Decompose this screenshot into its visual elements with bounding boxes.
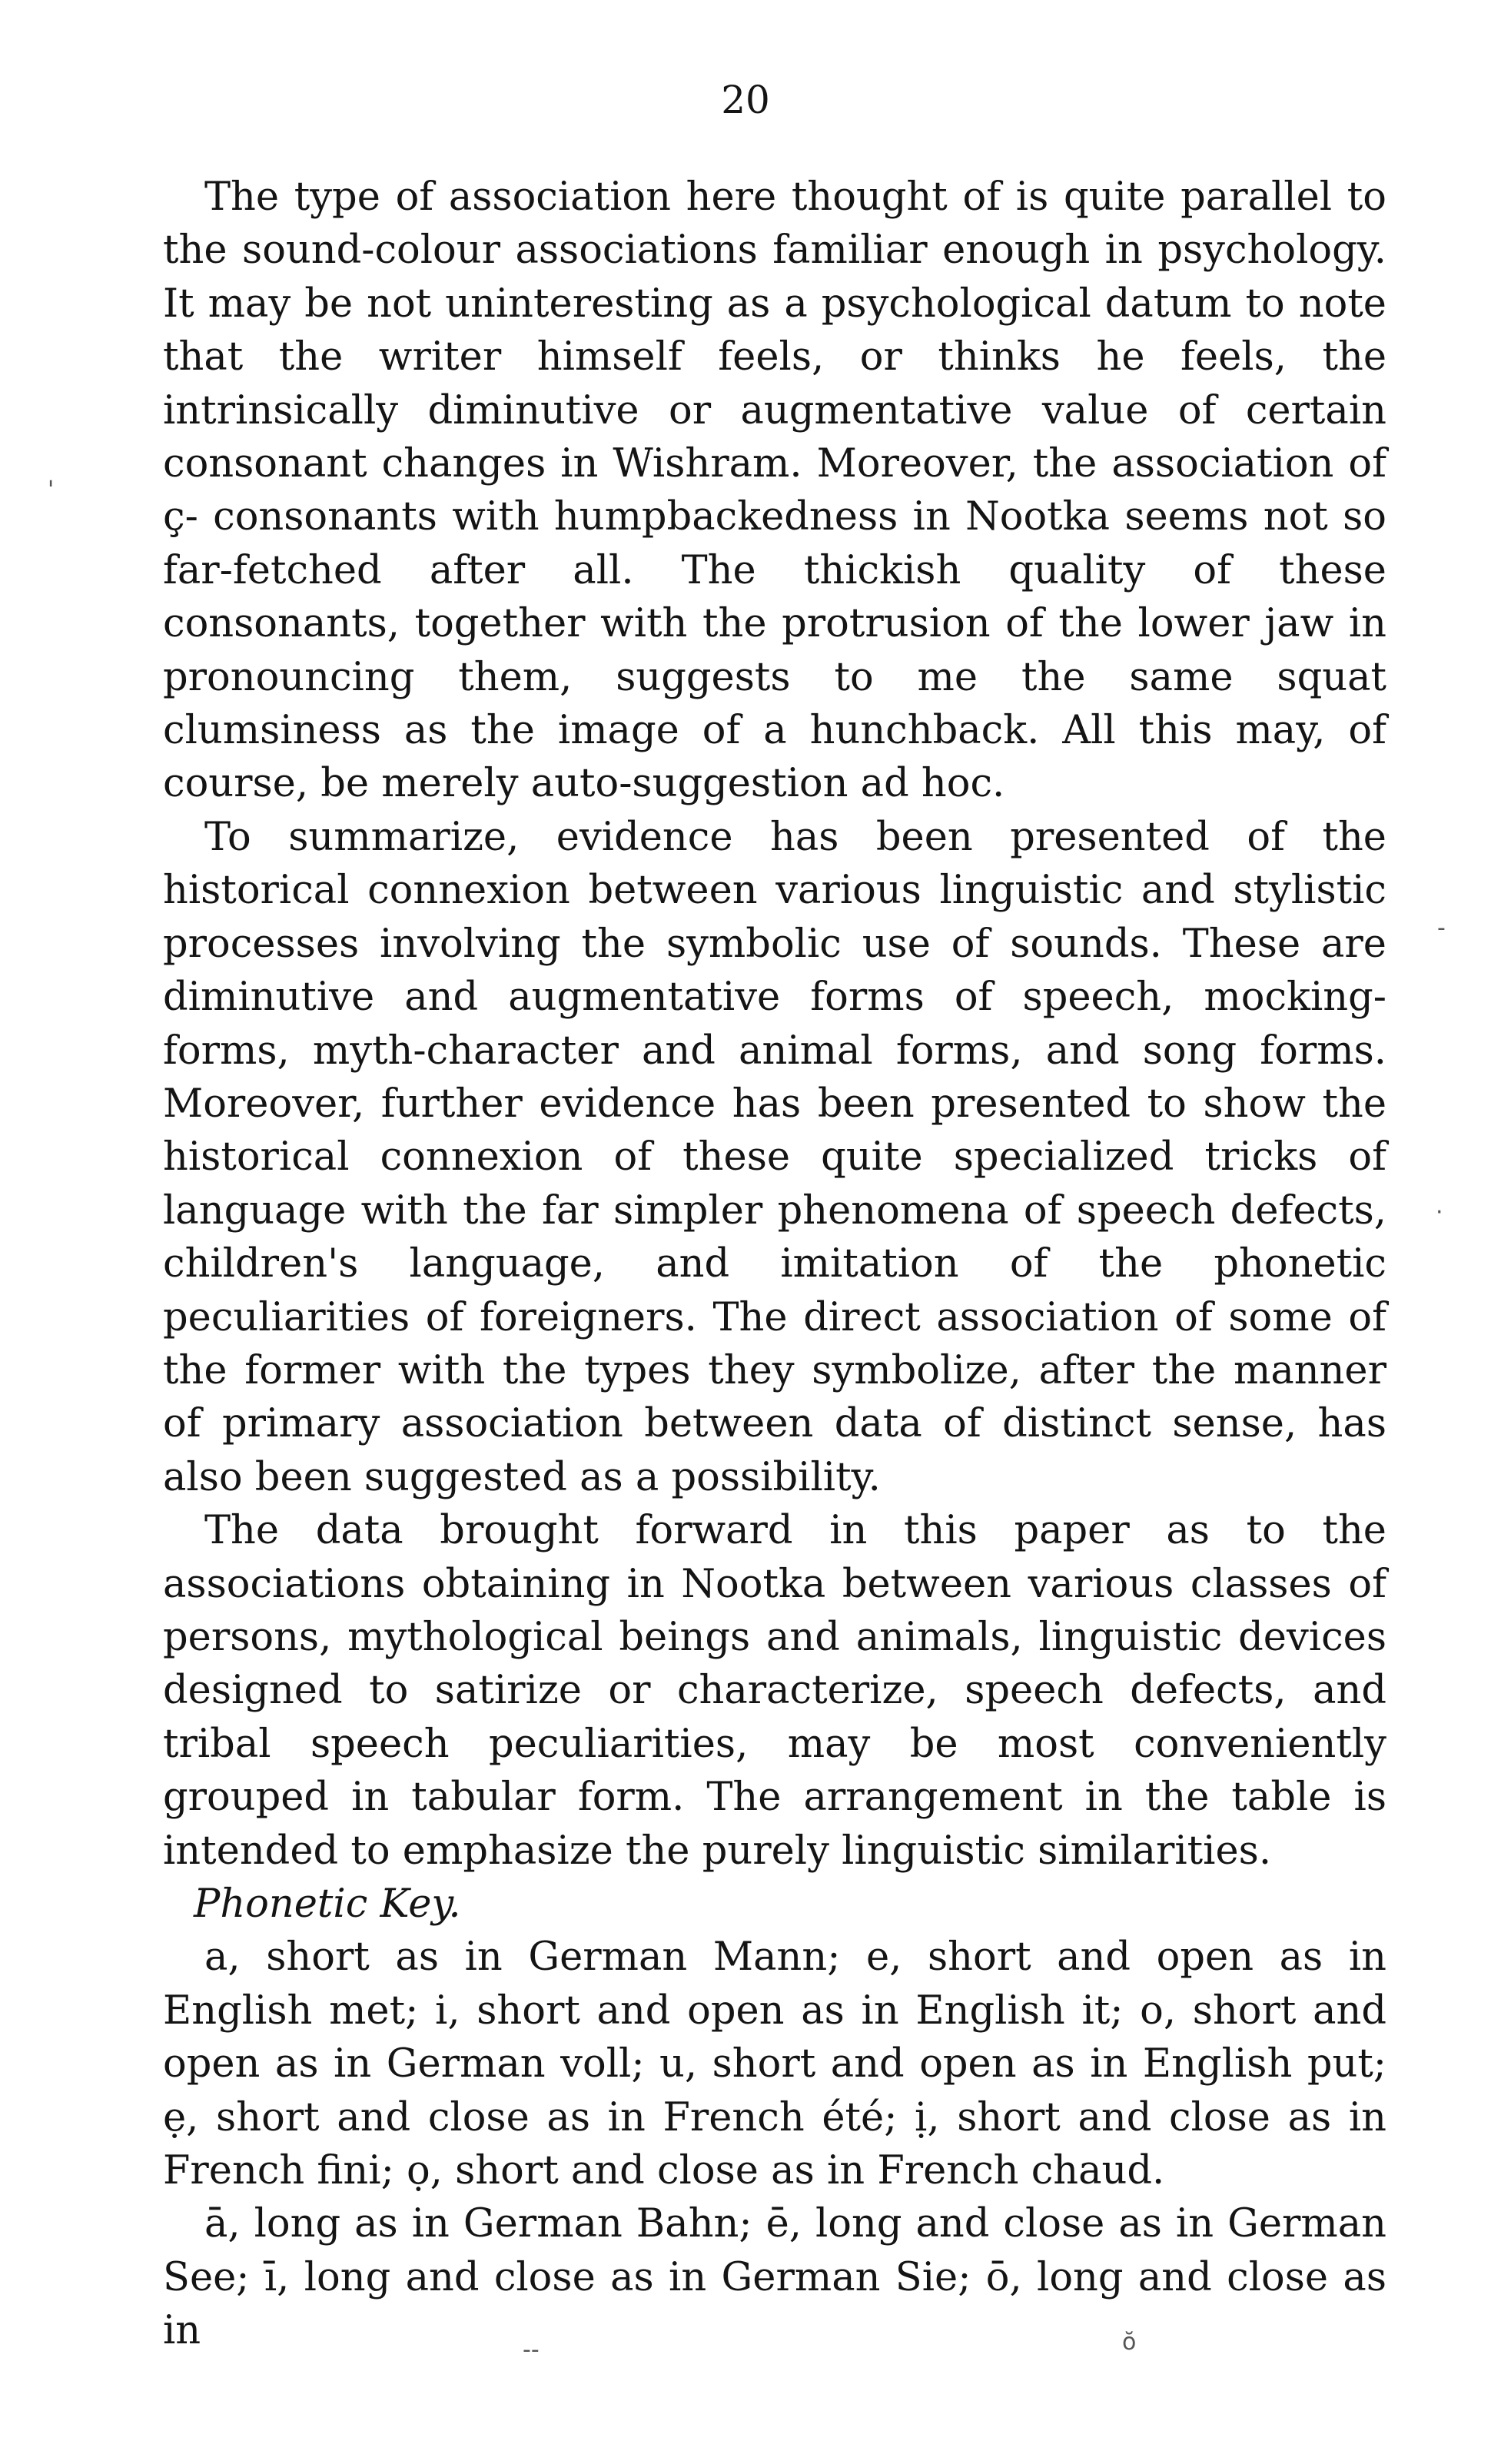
- key-paragraph: a, short as in German Mann; e, short and open as in English met; i, short and open as in English it; o, short and open as in German voll; u, short and open as in English put; ẹ, short and close as in French été; ị, short and close as in French fini; ọ, short and close as in French chaud.: [163, 1934, 1386, 2194]
- scan-speck: -: [1437, 915, 1446, 941]
- key-paragraph: ā, long as in German Bahn; ē, long and close as in German See; ī, long and close as in German Sie; ō, long and close as in: [163, 2201, 1386, 2354]
- scan-speck: ŏ: [1122, 2329, 1137, 2356]
- paragraph: To summarize, evidence has been presented of the historical connexion between various linguistic and stylistic processes involving the symbolic use of sounds. These are diminutive and augmentative forms of speech, mocking-forms, myth-character and animal forms, and song forms. Moreover, further evidence has been presented to show the historical connexion of these quite specialized tricks of language with the far simpler phenomena of speech defects, children's language, and imitation of the phonetic peculiarities of foreigners. The direct association of some of the former with the types they symbolize, after the manner of primary association between data of distinct sense, has also been suggested as a possibility.: [163, 814, 1386, 1500]
- section-heading: Phonetic Key.: [194, 1881, 461, 1927]
- scan-speck: ': [48, 477, 55, 503]
- scan-speck: --: [523, 2336, 540, 2363]
- paragraph: The type of association here thought of is quite parallel to the sound-colour associations familiar enough in psychology. It may be not uninteresting as a psychological datum to note that the writer himself feels, or thinks he feels, the intrinsically diminutive or augmentative value of certain consonant changes in Wishram. Moreover, the association of ç- consonants with humpbackedness in Nootka seems not so far-fetched after all. The thickish quality of these consonants, together with the protrusion of the lower jaw in pronouncing them, suggests to me the same squat clumsiness as the image of a hunchback. All this may, of course, be merely auto-suggestion ad hoc.: [163, 174, 1386, 807]
- page-number: 20: [721, 78, 770, 122]
- scan-speck: ·: [1436, 1199, 1443, 1226]
- paragraph: The data brought forward in this paper as to the associations obtaining in Nootka between various classes of persons, mythological beings and animals, linguistic devices designed to satirize or characterize, speech defects, and tribal speech peculiarities, may be most conveniently grouped in tabular form. The arrangement in the table is intended to emphasize the purely linguistic similarities.: [163, 1508, 1386, 1874]
- body-text: [163, 171, 1386, 2358]
